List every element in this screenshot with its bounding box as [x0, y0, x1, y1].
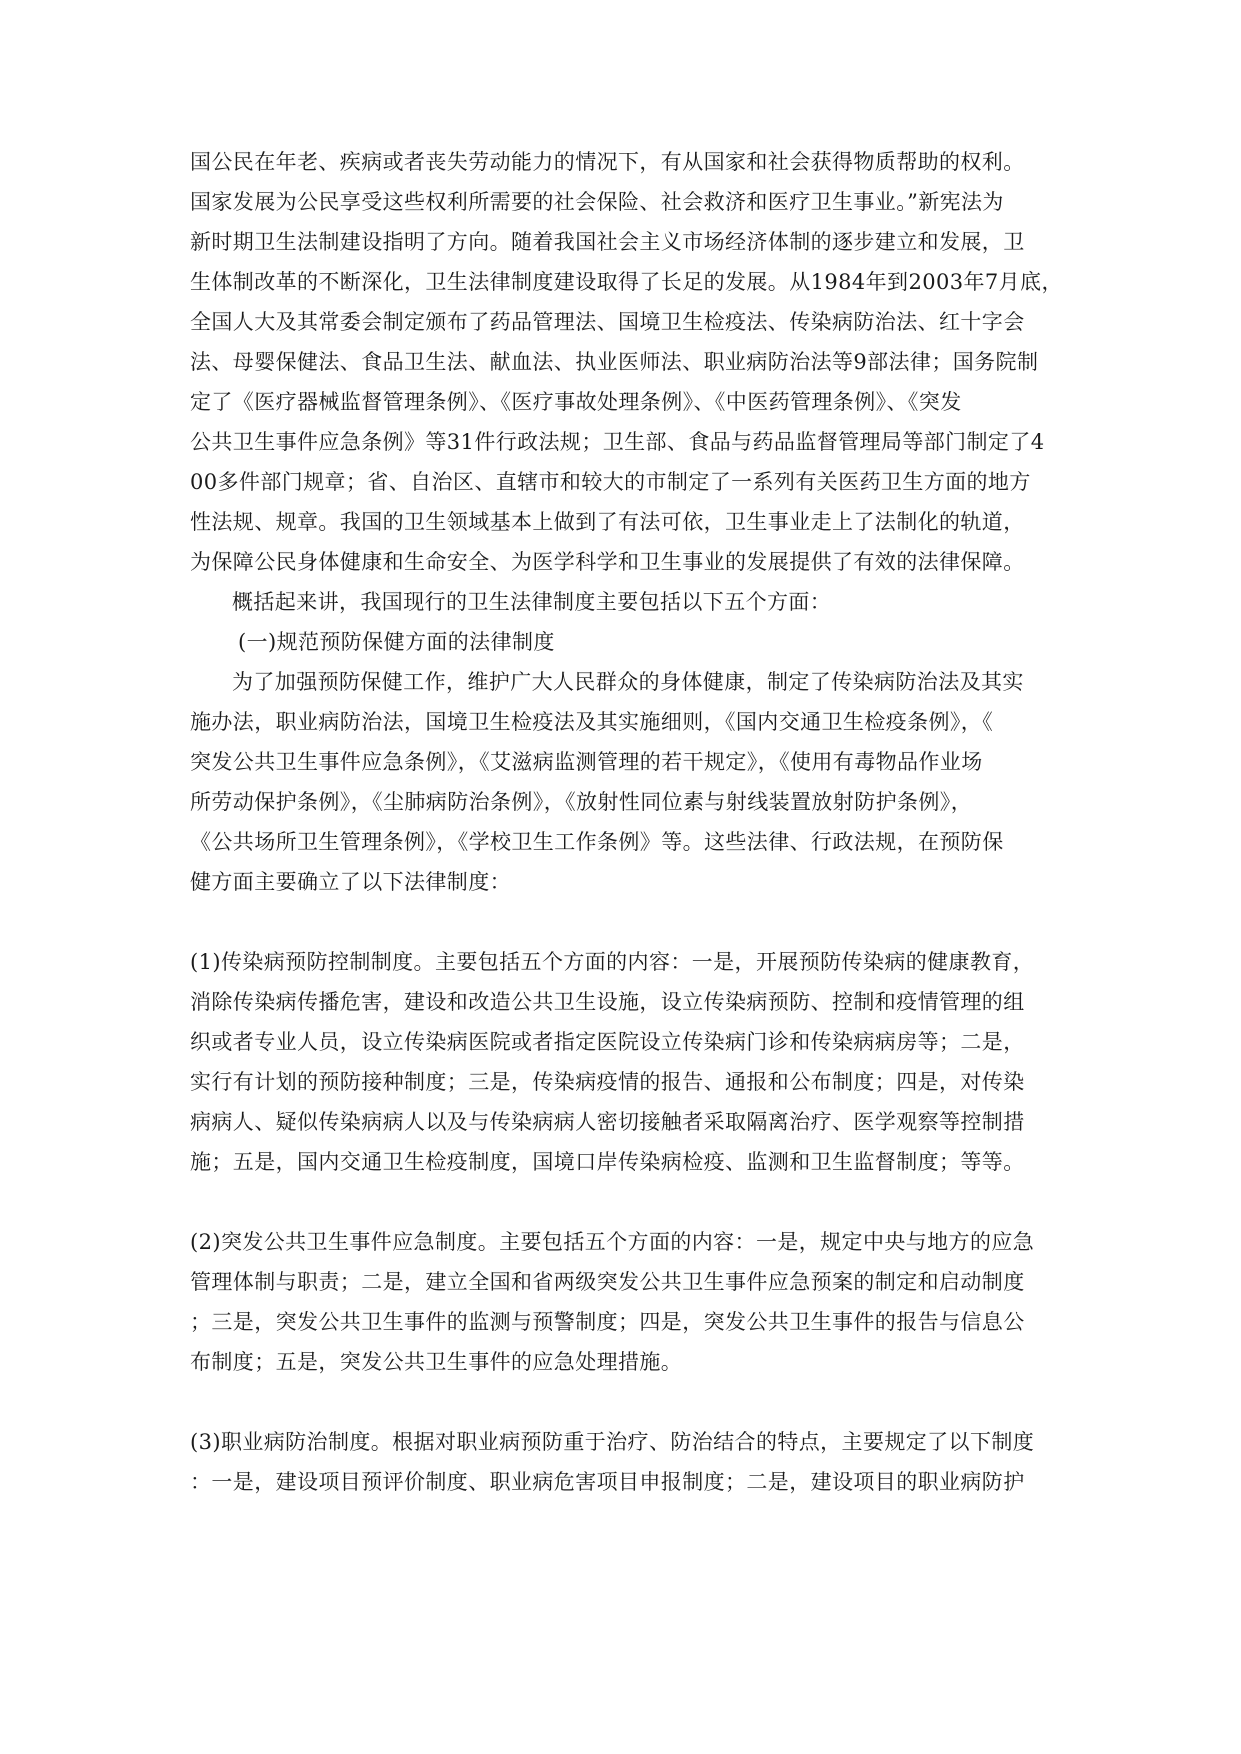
paragraph-gap	[190, 1182, 1060, 1222]
text-line: 生体制改革的不断深化，卫生法律制度建设取得了长足的发展。从1984年到2003年7月底，	[190, 270, 1063, 294]
text-line: 所劳动保护条例》，《尘肺病防治条例》，《放射性同位素与射线装置放射防护条例》，	[190, 790, 973, 814]
section-heading	[190, 622, 1060, 662]
text-line: 国家发展为公民享受这些权利所需要的社会保险、社会救济和医疗卫生事业。”新宪法为	[190, 190, 1004, 214]
text-line: 为了加强预防保健工作，维护广大人民群众的身体健康，制定了传染病防治法及其实	[232, 670, 1024, 694]
paragraph	[190, 1222, 1060, 1382]
text-line: 定了《医疗器械监督管理条例》、《医疗事故处理条例》、《中医药管理条例》、《突发	[190, 390, 962, 414]
paragraph-gap	[190, 902, 1060, 942]
text-line: 法、母婴保健法、食品卫生法、献血法、执业医师法、职业病防治法等9部法律；国务院制	[190, 350, 1039, 374]
heading-text: (一)规范预防保健方面的法律制度	[238, 630, 555, 654]
text-line: (2)突发公共卫生事件应急制度。主要包括五个方面的内容：一是，规定中央与地方的应急	[190, 1230, 1035, 1254]
text-line: 全国人大及其常委会制定颁布了药品管理法、国境卫生检疫法、传染病防治法、红十字会	[190, 310, 1025, 334]
text-line: (1)传染病预防控制制度。主要包括五个方面的内容：一是，开展预防传染病的健康教育，	[190, 950, 1035, 974]
text-line: 公共卫生事件应急条例》等31件行政法规；卫生部、食品与药品监督管理局等部门制定了4	[190, 430, 1045, 454]
text-line: 国公民在年老、疾病或者丧失劳动能力的情况下，有从国家和社会获得物质帮助的权利。	[190, 150, 1025, 174]
text-line: 施；五是，国内交通卫生检疫制度，国境口岸传染病检疫、监测和卫生监督制度；等等。	[190, 1150, 1025, 1174]
text-line: 新时期卫生法制建设指明了方向。随着我国社会主义市场经济体制的逐步建立和发展，卫	[190, 230, 1025, 254]
text-line: 《公共场所卫生管理条例》，《学校卫生工作条例》等。这些法律、行政法规，在预防保	[190, 830, 1004, 854]
text-line: 布制度；五是，突发公共卫生事件的应急处理措施。	[190, 1350, 683, 1374]
paragraph	[190, 1422, 1060, 1502]
paragraph-gap	[190, 1382, 1060, 1422]
paragraph	[190, 142, 1063, 582]
text-line: 突发公共卫生事件应急条例》，《艾滋病监测管理的若干规定》，《使用有毒物品作业场	[190, 750, 983, 774]
paragraph	[190, 662, 1060, 902]
text-line: 织或者专业人员，设立传染病医院或者指定医院设立传染病门诊和传染病病房等；二是，	[190, 1030, 1025, 1054]
text-line: 性法规、规章。我国的卫生领域基本上做到了有法可依，卫生事业走上了法制化的轨道，	[190, 510, 1025, 534]
text-line: 00多件部门规章；省、自治区、直辖市和较大的市制定了一系列有关医药卫生方面的地方	[190, 470, 1031, 494]
text-line: 为保障公民身体健康和生命安全、为医学科学和卫生事业的发展提供了有效的法律保障。	[190, 550, 1025, 574]
text-line: 实行有计划的预防接种制度；三是，传染病疫情的报告、通报和公布制度；四是，对传染	[190, 1070, 1025, 1094]
text-line: (3)职业病防治制度。根据对职业病预防重于治疗、防治结合的特点，主要规定了以下制度	[190, 1430, 1035, 1454]
text-line: 管理体制与职责；二是，建立全国和省两级突发公共卫生事件应急预案的制定和启动制度	[190, 1270, 1025, 1294]
document-page	[190, 142, 1063, 1502]
text-line: ：一是，建设项目预评价制度、职业病危害项目申报制度；二是，建设项目的职业病防护	[190, 1470, 1025, 1494]
text-line: 健方面主要确立了以下法律制度：	[190, 870, 511, 894]
text-line: ；三是，突发公共卫生事件的监测与预警制度；四是，突发公共卫生事件的报告与信息公	[190, 1310, 1025, 1334]
text-line: 施办法，职业病防治法，国境卫生检疫法及其实施细则，《国内交通卫生检疫条例》，《	[190, 710, 994, 734]
text-line: 概括起来讲，我国现行的卫生法律制度主要包括以下五个方面：	[232, 590, 832, 614]
paragraph	[190, 942, 1060, 1182]
paragraph	[190, 582, 1060, 622]
text-line: 病病人、疑似传染病病人以及与传染病病人密切接触者采取隔离治疗、医学观察等控制措	[190, 1110, 1025, 1134]
text-line: 消除传染病传播危害，建设和改造公共卫生设施，设立传染病预防、控制和疫情管理的组	[190, 990, 1025, 1014]
